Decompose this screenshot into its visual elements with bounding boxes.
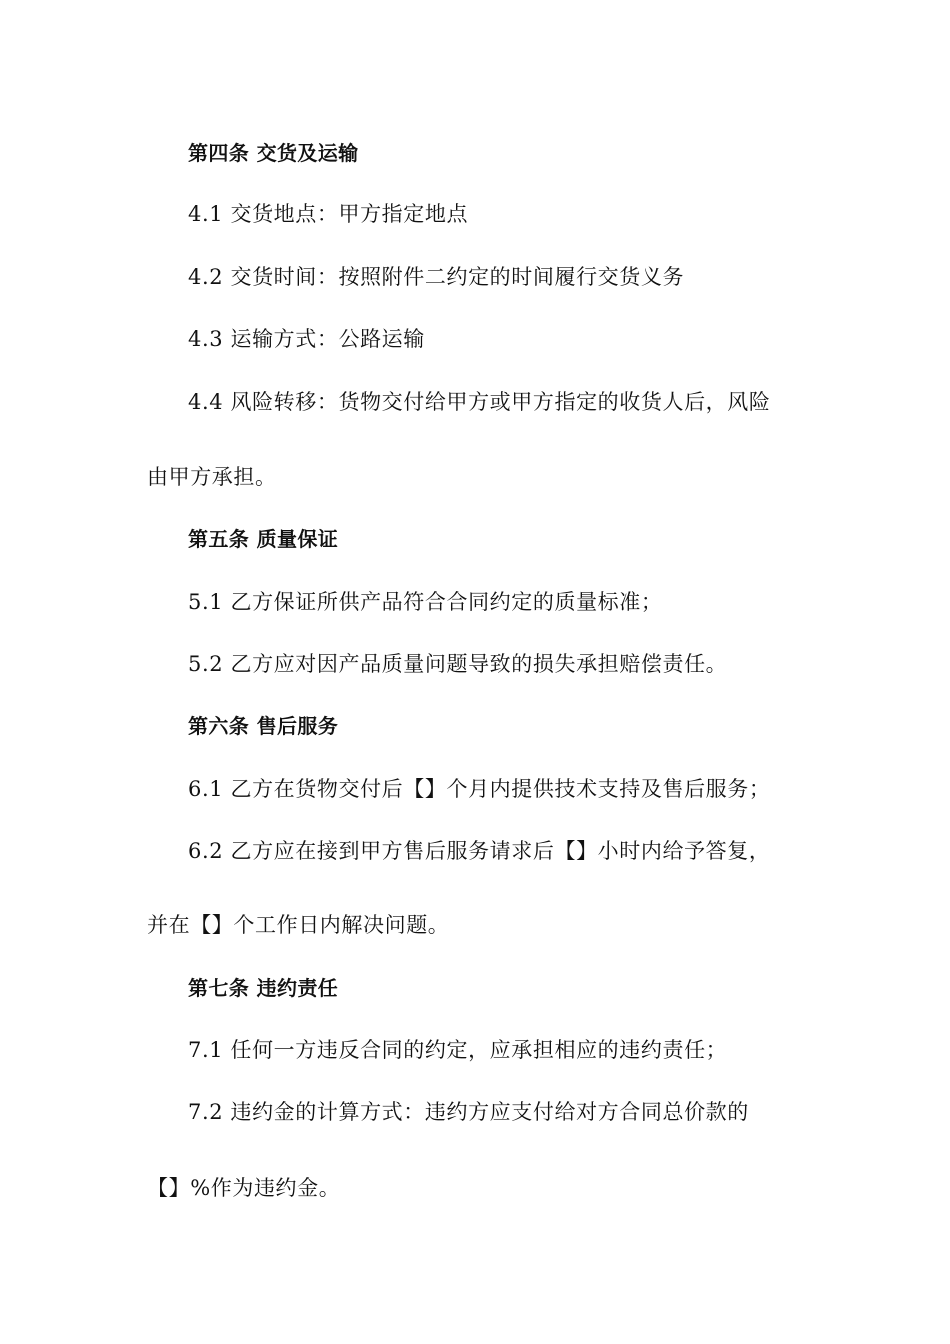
section-heading-4: 第四条 交货及运输 bbox=[188, 141, 359, 165]
clause-6-2-line1: 6.2 乙方应在接到甲方售后服务请求后【】小时内给予答复， bbox=[188, 839, 771, 863]
clause-4-4-line1: 4.4 风险转移：货物交付给甲方或甲方指定的收货人后，风险 bbox=[188, 390, 771, 414]
clause-7-2-line1: 7.2 违约金的计算方式：违约方应支付给对方合同总价款的 bbox=[188, 1100, 749, 1124]
clause-6-2-line2: 并在【】个工作日内解决问题。 bbox=[147, 913, 450, 937]
clause-4-2: 4.2 交货时间：按照附件二约定的时间履行交货义务 bbox=[188, 265, 685, 289]
section-heading-7: 第七条 违约责任 bbox=[188, 976, 339, 1000]
clause-5-2: 5.2 乙方应对因产品质量问题导致的损失承担赔偿责任。 bbox=[188, 652, 728, 676]
clause-4-4-line2: 由甲方承担。 bbox=[147, 465, 277, 489]
section-heading-5: 第五条 质量保证 bbox=[188, 527, 339, 551]
clause-4-1: 4.1 交货地点：甲方指定地点 bbox=[188, 202, 469, 226]
clause-7-2-line2: 【】%作为违约金。 bbox=[147, 1176, 341, 1200]
clause-7-1: 7.1 任何一方违反合同的约定，应承担相应的违约责任； bbox=[188, 1038, 728, 1062]
clause-6-1: 6.1 乙方在货物交付后【】个月内提供技术支持及售后服务； bbox=[188, 777, 771, 801]
section-heading-6: 第六条 售后服务 bbox=[188, 714, 339, 738]
clause-4-3: 4.3 运输方式：公路运输 bbox=[188, 327, 425, 351]
clause-5-1: 5.1 乙方保证所供产品符合合同约定的质量标准； bbox=[188, 590, 663, 614]
